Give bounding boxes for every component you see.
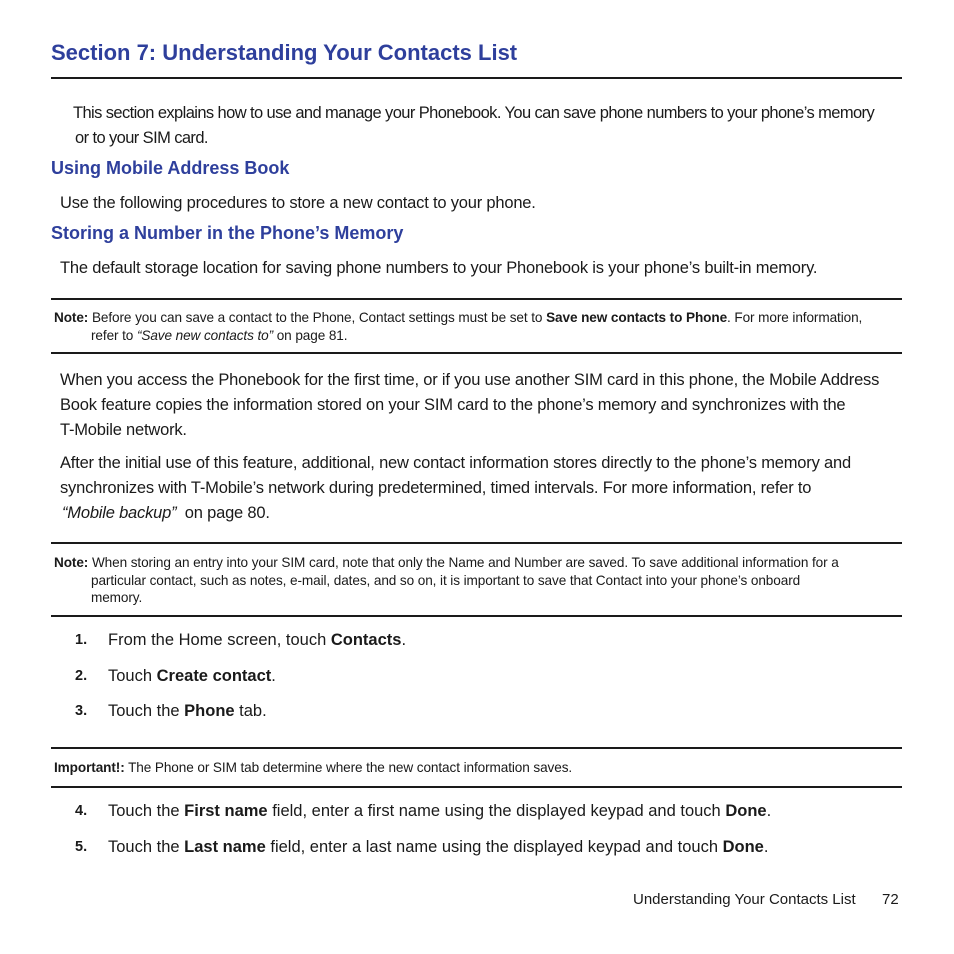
note2-line-1: When storing an entry into your SIM card, note that only the Name and Number are saved. To save additional information for a — [91, 555, 839, 570]
page-title: Section 7: Understanding Your Contacts List — [51, 40, 518, 65]
note1-setting: Save new contacts to Phone — [546, 310, 728, 325]
note1-page: on page 81. — [276, 327, 348, 343]
important-bottom-rule — [51, 786, 902, 788]
step-item — [75, 838, 895, 860]
note1 — [54, 309, 902, 344]
para2-page: on page 80. — [184, 504, 270, 522]
phone-tab-label: Phone — [184, 702, 235, 720]
para1-line-3: T-Mobile network. — [60, 421, 187, 439]
para1-line-1: When you access the Phonebook for the first time, or if you use another SIM card in this phone, the Mobile Address — [60, 371, 880, 389]
intro-line-2: or to your SIM card. — [75, 129, 208, 147]
heading-using-mobile-address-book: Using Mobile Address Book — [51, 158, 290, 178]
step-text: Touch the Last name field, enter a last name using the displayed keypad and touch Done. — [108, 838, 769, 856]
step-item — [75, 702, 675, 724]
contacts-label: Contacts — [330, 631, 402, 649]
note2-line-3: memory. — [91, 590, 143, 605]
title-rule — [51, 77, 902, 79]
important-note — [54, 759, 572, 777]
intro-line-1: This section explains how to use and manage your Phonebook. You can save phone numbers to your phone’s memory — [73, 104, 875, 122]
first-name-label: First name — [184, 802, 268, 820]
paragraph-after-initial-use — [60, 451, 851, 526]
para1-line-2: Book feature copies the information stored on your SIM card to the phone’s memory and synchronizes with the — [60, 396, 846, 414]
footer-page-number: 72 — [882, 891, 899, 908]
note1-label: Note: — [54, 310, 89, 325]
important-label: Important!: — [54, 760, 125, 775]
note1-refer: refer to — [91, 327, 134, 343]
note1-text-post: . For more information, — [727, 310, 863, 325]
step-item — [75, 631, 675, 653]
note1-cross-reference-link[interactable]: “Save new contacts to” — [136, 327, 274, 343]
step-text: Touch Create contact. — [108, 667, 276, 685]
note2 — [54, 554, 902, 607]
step-number: 5. — [75, 839, 88, 855]
step-number: 2. — [75, 668, 88, 684]
note2-top-rule — [51, 542, 902, 544]
step-number: 3. — [75, 703, 88, 719]
heading-storing-number: Storing a Number in the Phone’s Memory — [51, 223, 404, 243]
step-text: From the Home screen, touch Contacts. — [108, 631, 407, 649]
create-contact-label: Create contact — [156, 667, 272, 685]
done-label: Done — [722, 838, 764, 856]
footer-section-name: Understanding Your Contacts List — [633, 891, 856, 908]
note2-bottom-rule — [51, 615, 902, 617]
step-item — [75, 802, 895, 824]
step-text: Touch the Phone tab. — [108, 702, 267, 720]
important-text: The Phone or SIM tab determine where the new contact information saves. — [128, 760, 573, 775]
intro-paragraph — [73, 101, 913, 151]
note1-top-rule — [51, 298, 902, 300]
step-number: 1. — [75, 632, 88, 648]
note2-line-2: particular contact, such as notes, e-mail, dates, and so on, it is important to save that Contact into your phone’s onboard — [91, 572, 801, 588]
step-number: 4. — [75, 803, 88, 819]
paragraph-first-access — [60, 368, 879, 443]
para2-line-1: After the initial use of this feature, additional, new contact information stores directly to the phone’s memory and — [60, 454, 851, 472]
done-label: Done — [725, 802, 767, 820]
section2-text: The default storage location for saving phone numbers to your Phonebook is your phone’s built-in memory. — [60, 259, 818, 277]
note2-label: Note: — [54, 555, 89, 570]
section1-text: Use the following procedures to store a new contact to your phone. — [60, 194, 536, 212]
note1-bottom-rule — [51, 352, 902, 354]
important-top-rule — [51, 747, 902, 749]
para2-line-2: synchronizes with T-Mobile’s network during predetermined, timed intervals. For more information, refer to — [60, 479, 812, 497]
last-name-label: Last name — [184, 838, 266, 856]
step-text: Touch the First name field, enter a first name using the displayed keypad and touch Done. — [108, 802, 772, 820]
mobile-backup-link[interactable]: “Mobile backup” — [62, 504, 177, 522]
note1-text: Before you can save a contact to the Phone, Contact settings must be set to — [91, 310, 543, 325]
step-item — [75, 667, 675, 689]
